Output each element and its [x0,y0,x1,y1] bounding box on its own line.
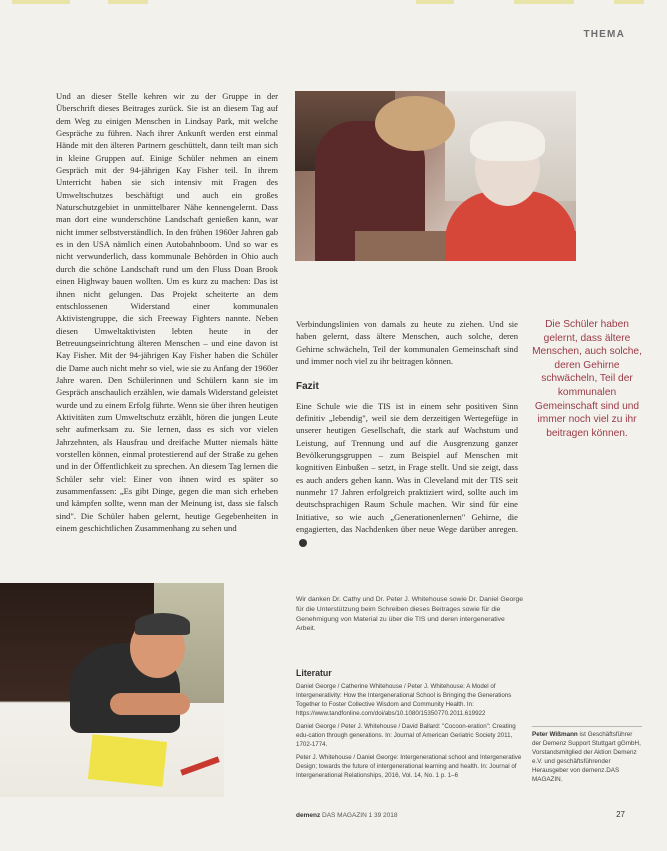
footer-issue: DAS MAGAZIN 1 39 2018 [322,812,398,819]
fazit-text: Eine Schule wie die TIS ist in einem sehr positiven Sinn definitiv „lebendig", weil sie dem derzeitigen Wertegefüge in unserer heutigen Gesellschaft, die stark auf Wachstum und Leistung, auf Trennung und auf die Ausgrenzung ganzer Bevölkerungsgruppen – zum Beispiel auf Menschen mit kognitiven Einbußen – setzt, in Frage stellt. Und sie zeigt, dass es auch anders gehen kann. Was in Cleveland mit der TIS seit nunmehr 17 Jahren erfolgreich praktiziert wird, sollte auch im deutschsprachigen Raum Schule machen. Wir sind für eine Initiative, so wie auch „Generationenlernen" Gehirne, die engagierten, das Nachdenken über neue Wege darüber anregen. [296,400,518,548]
literature-entry: Daniel George / Catherine Whitehouse / Peter J. Whitehouse: A Model of Intergenerativity: How the Intergenerational School is Bringing the Generations Together to Foster Collective Wisdom and Community Health. In: https://www.tandfonline.com/doi/abs/10.1080/15350770.2011.619922 [296,683,512,717]
fazit-heading: Fazit [296,381,319,393]
photo-boy-writing [0,583,224,797]
page-footer [296,812,646,819]
section-label: THEMA [583,29,625,40]
literature-heading: Literatur [296,668,332,678]
footer-magazine: demenz [296,812,321,819]
literature-entry: Peter J. Whitehouse / Daniel George: Intergenerational school and Intergenerative Design; towards the future of intergenerational learning and health. In: Journal of Intergenerational Relationships, 2016, Vol. 14, No. 1 p. 1–6 [296,754,522,779]
middle-intro-text: Verbindungslinien von damals zu heute zu ziehen. Und sie haben gelernt, dass ältere Menschen, auch solche, deren Gehirne schwächeln, Teil der kommunalen Gemeinschaft sind und immer noch viel zu ihr beitragen können. [296,319,518,367]
left-body-column [56,90,278,534]
author-name: Peter Wißmann [532,731,578,738]
literature-entry: Daniel George / Peter J. Whitehouse / David Ballard: "Cocoon-eration": Creating edu-cation through generations. In: Journal of American Geriatric Society 2011, 1702-1774. [296,723,516,748]
author-box [532,726,642,784]
pull-quote: Die Schüler haben gelernt, dass ältere Menschen, auch solche, deren Gehirne schwächeln, Teil der kommunalen Gemeinschaft sind und immer noch viel zu ihr beitragen können. [532,319,642,439]
left-column-text: Und an dieser Stelle kehren wir zu der Gruppe in der Überschrift dieses Beitrages zurück. Sie ist an diesem Tag auf dem Weg zu einigen Menschen in Lindsay Park, mit welche Gespräche zu führen. Nach ihrer Ankunft werden erst einmal Hände mit den älteren Partnern geschüttelt, dann teilt man sich in kleine Gruppen auf. Einige Schüler nehmen an einem Gespräch mit der 94-jährigen Kay Fisher teil. In ihrem Unterricht haben sie sich intensiv mit Fragen des Umweltschutzes beschäftigt und auch ein großes Naturschutzgebiet in unmittelbarer Nähe kennengelernt. Dass man dort eine wunderschöne Landschaft genießen kann, war nicht immer selbstverständlich. In den frühen 1960er Jahren gab es in den USA nämlich einen Autobahnboom. Und so war es nicht verwunderlich, dass kommunale Behörden in Ohio auch durch die schöne Landschaft rund um den Fluss Doan Brook einen Highway bauen wollten. Um es kurz zu machen: Das ist ihnen nicht gelungen. Das Projekt scheiterte an dem entschlossenen Widerstand einer kommunalen Aktivistengruppe, die sich Freeway Fighters nannte. Neben diesen Umweltaktivisten lebten heute in der Betreuungseinrichtung älteren Menschen – und eine davon ist Kay Fisher. Mit der 94-jährigen Kay Fisher haben die Schüler die Dame auch nicht mehr so viel, wie sie zu Anfang der 1960er Jahre waren. Den Schülerinnen und Schülern kann sie im Gespräch anschaulich erzählen, wie damals Widerstand geleistet wurde und zu einem Erfolg führte. Wenn sie über ihren heutigen Aktivitäten zum Umweltschutz erzählt, hören die jungen Leute sehr aufmerksam zu. Sie lernen, dass es sich vor vielen Jahrzehnten, als Hausfrau und dreifache Mutter niemals hätte vorstellen können, einmal protestierend auf der Straße zu gehen und in der Öffentlichkeit zu sprechen. An diesem Tag lernen die Schüler sehr viel: Einer von ihnen wird es später so zusammenfassen: „Es gibt Dinge, gegen die man sich erheben und kämpfen sollte, wenn man der Meinung ist, dass sie falsch sind". Die Schüler haben gelernt, heutige Gegebenheiten in einem geschichtlichen Zusammenhang zu sehen und [56,91,278,534]
page-number: 27 [616,810,625,819]
author-bio: ist Geschäftsführer der Demenz Support Stuttgart gGmbH, Vorstandsmitglied der Aktion Demenz e.V. und geschäftsführender Herausgeber von demenz.DAS MAGAZIN. [532,731,641,783]
literature-section [296,668,524,784]
photo-students-with-elderly-woman [295,91,576,261]
acknowledgements: Wir danken Dr. Cathy und Dr. Peter J. Whitehouse sowie Dr. Daniel George für die Unterstützung beim Schreiben dieses Beitrages sowie für die Genehmigung von Material zu über die TIS und deren intergenerative Arbeit. [296,596,524,633]
top-decorative-bars [0,0,667,6]
end-mark-icon [299,539,307,547]
middle-body-column [296,318,518,562]
